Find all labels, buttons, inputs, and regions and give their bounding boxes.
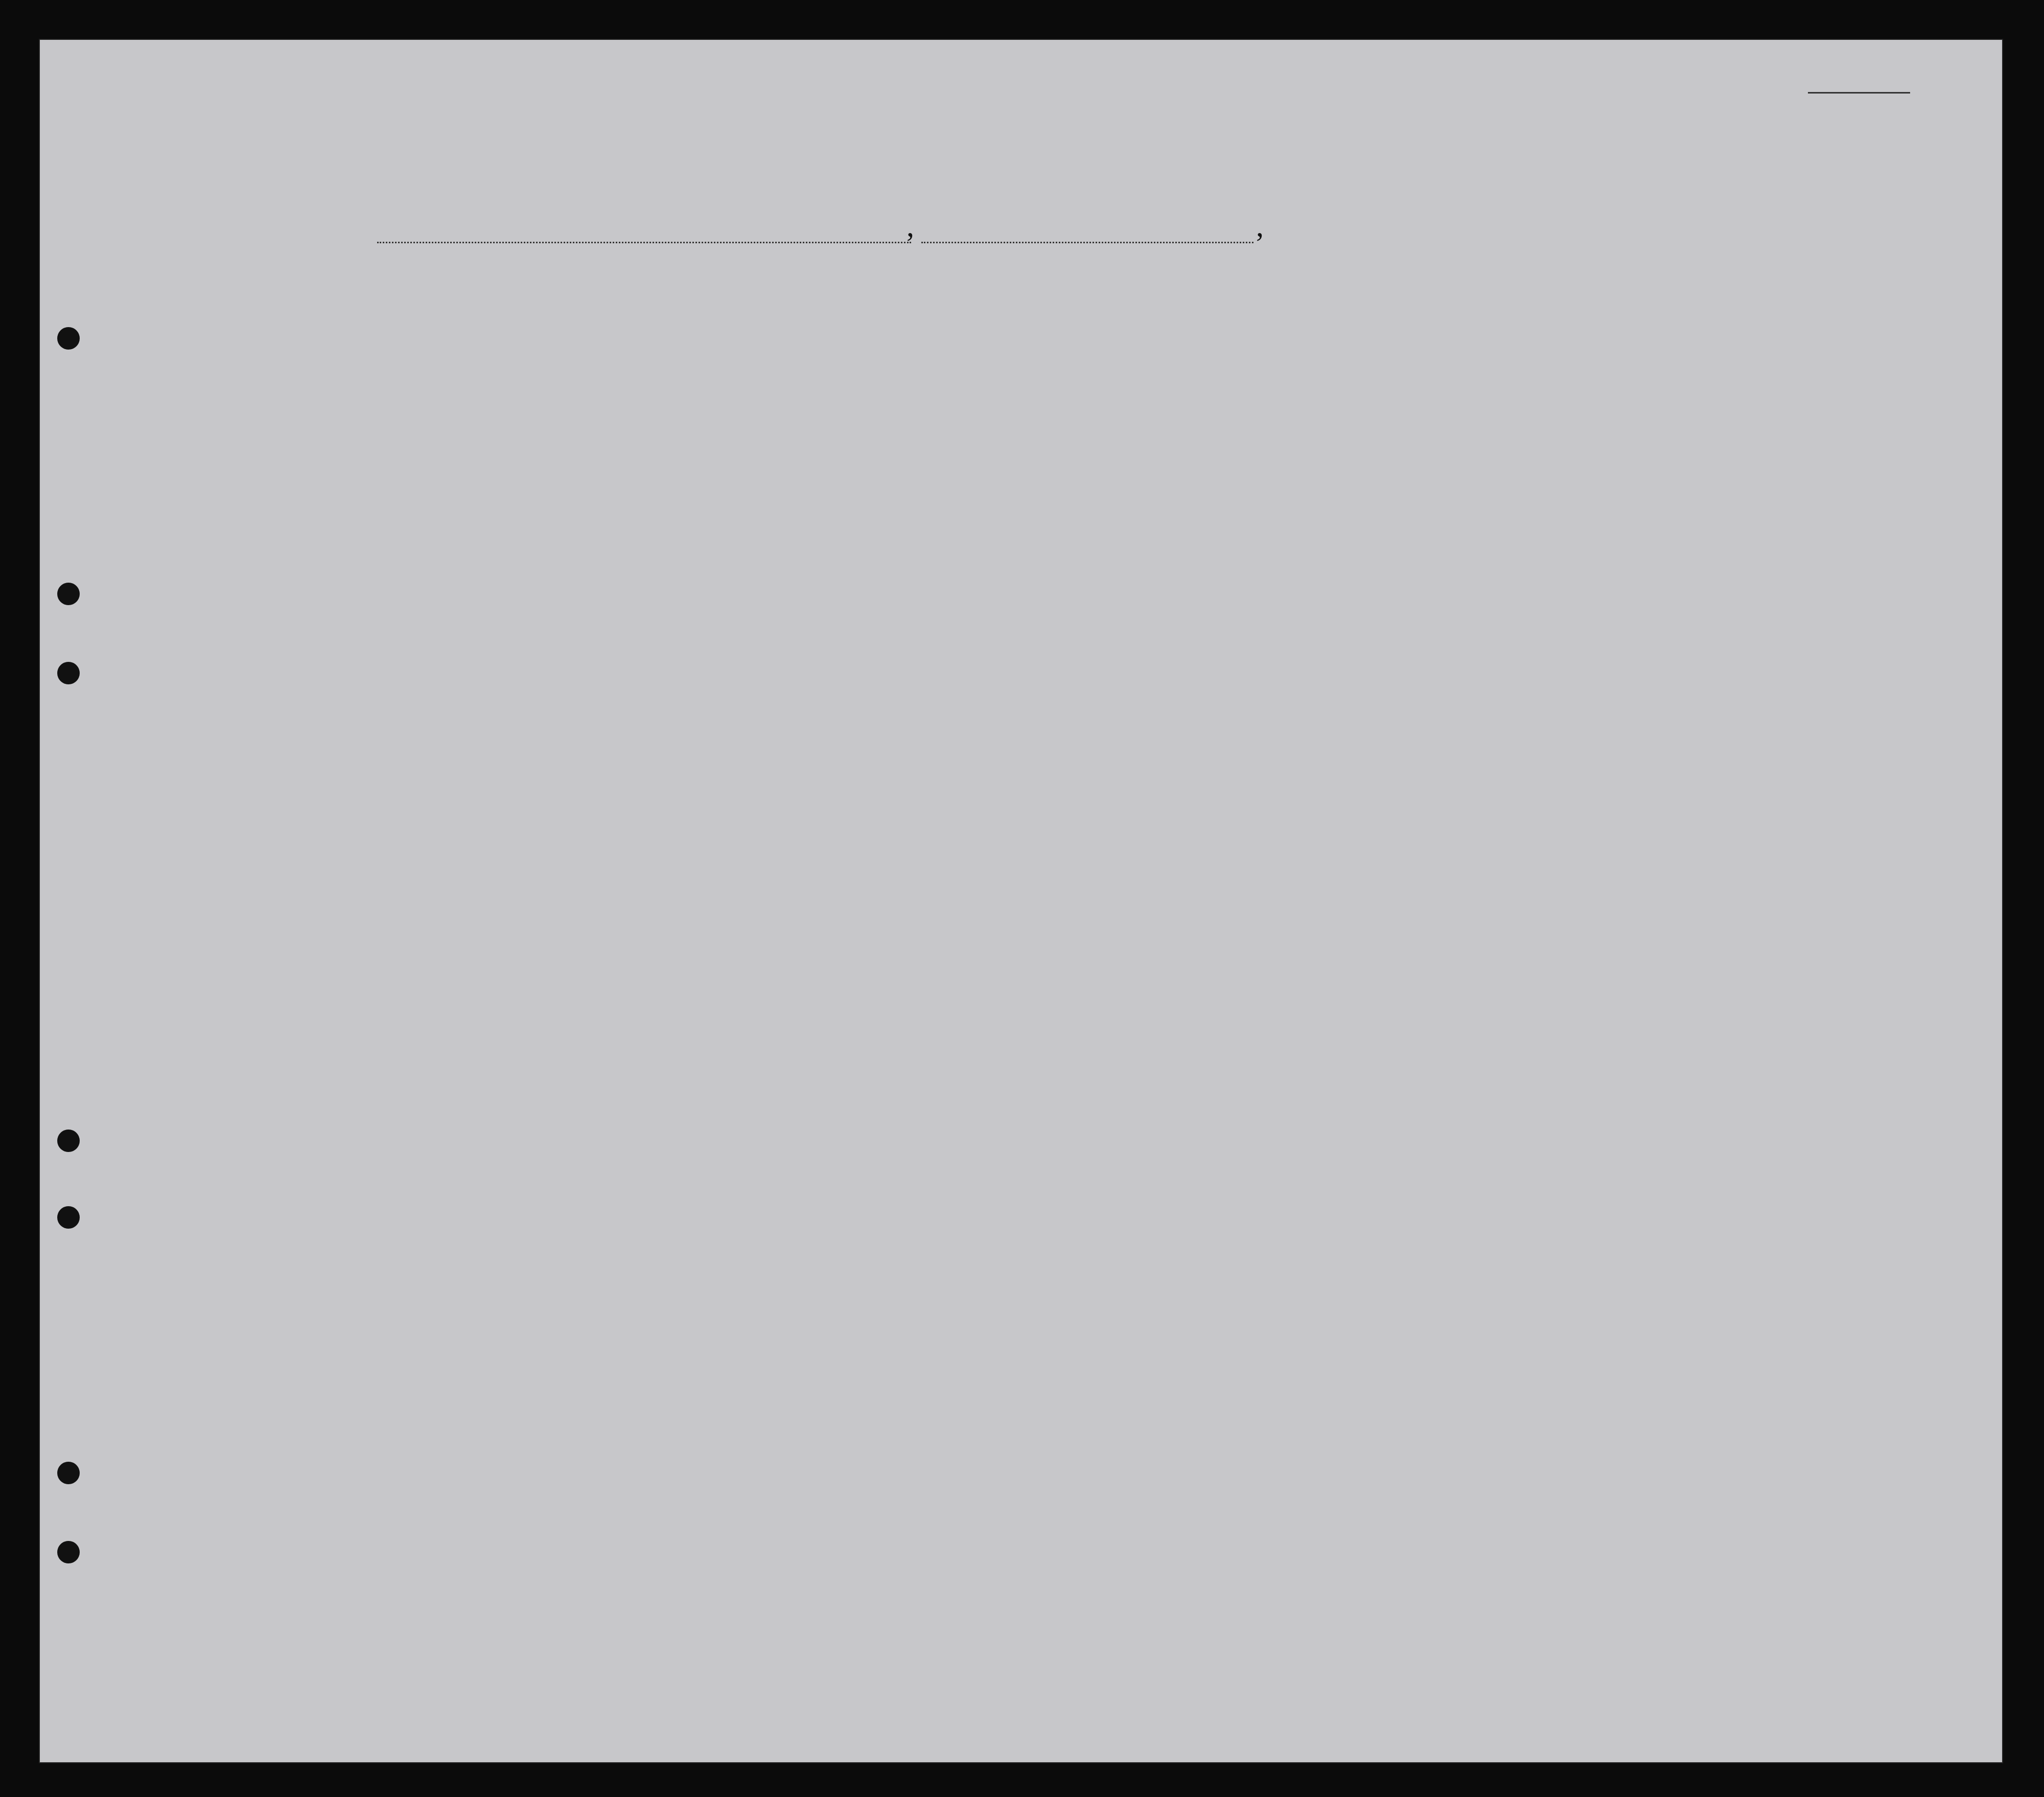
manifest-grid xyxy=(40,40,2002,1762)
binder-hole xyxy=(57,327,80,350)
binder-hole xyxy=(57,1206,80,1229)
binder-hole xyxy=(57,583,80,605)
binder-hole xyxy=(57,1130,80,1152)
binder-hole xyxy=(57,662,80,684)
binder-hole xyxy=(57,1462,80,1484)
comma-separator: , xyxy=(907,209,914,243)
binder-hole xyxy=(57,1541,80,1563)
manifest-sheet xyxy=(40,40,2002,1762)
comma-separator: , xyxy=(1256,209,1264,243)
